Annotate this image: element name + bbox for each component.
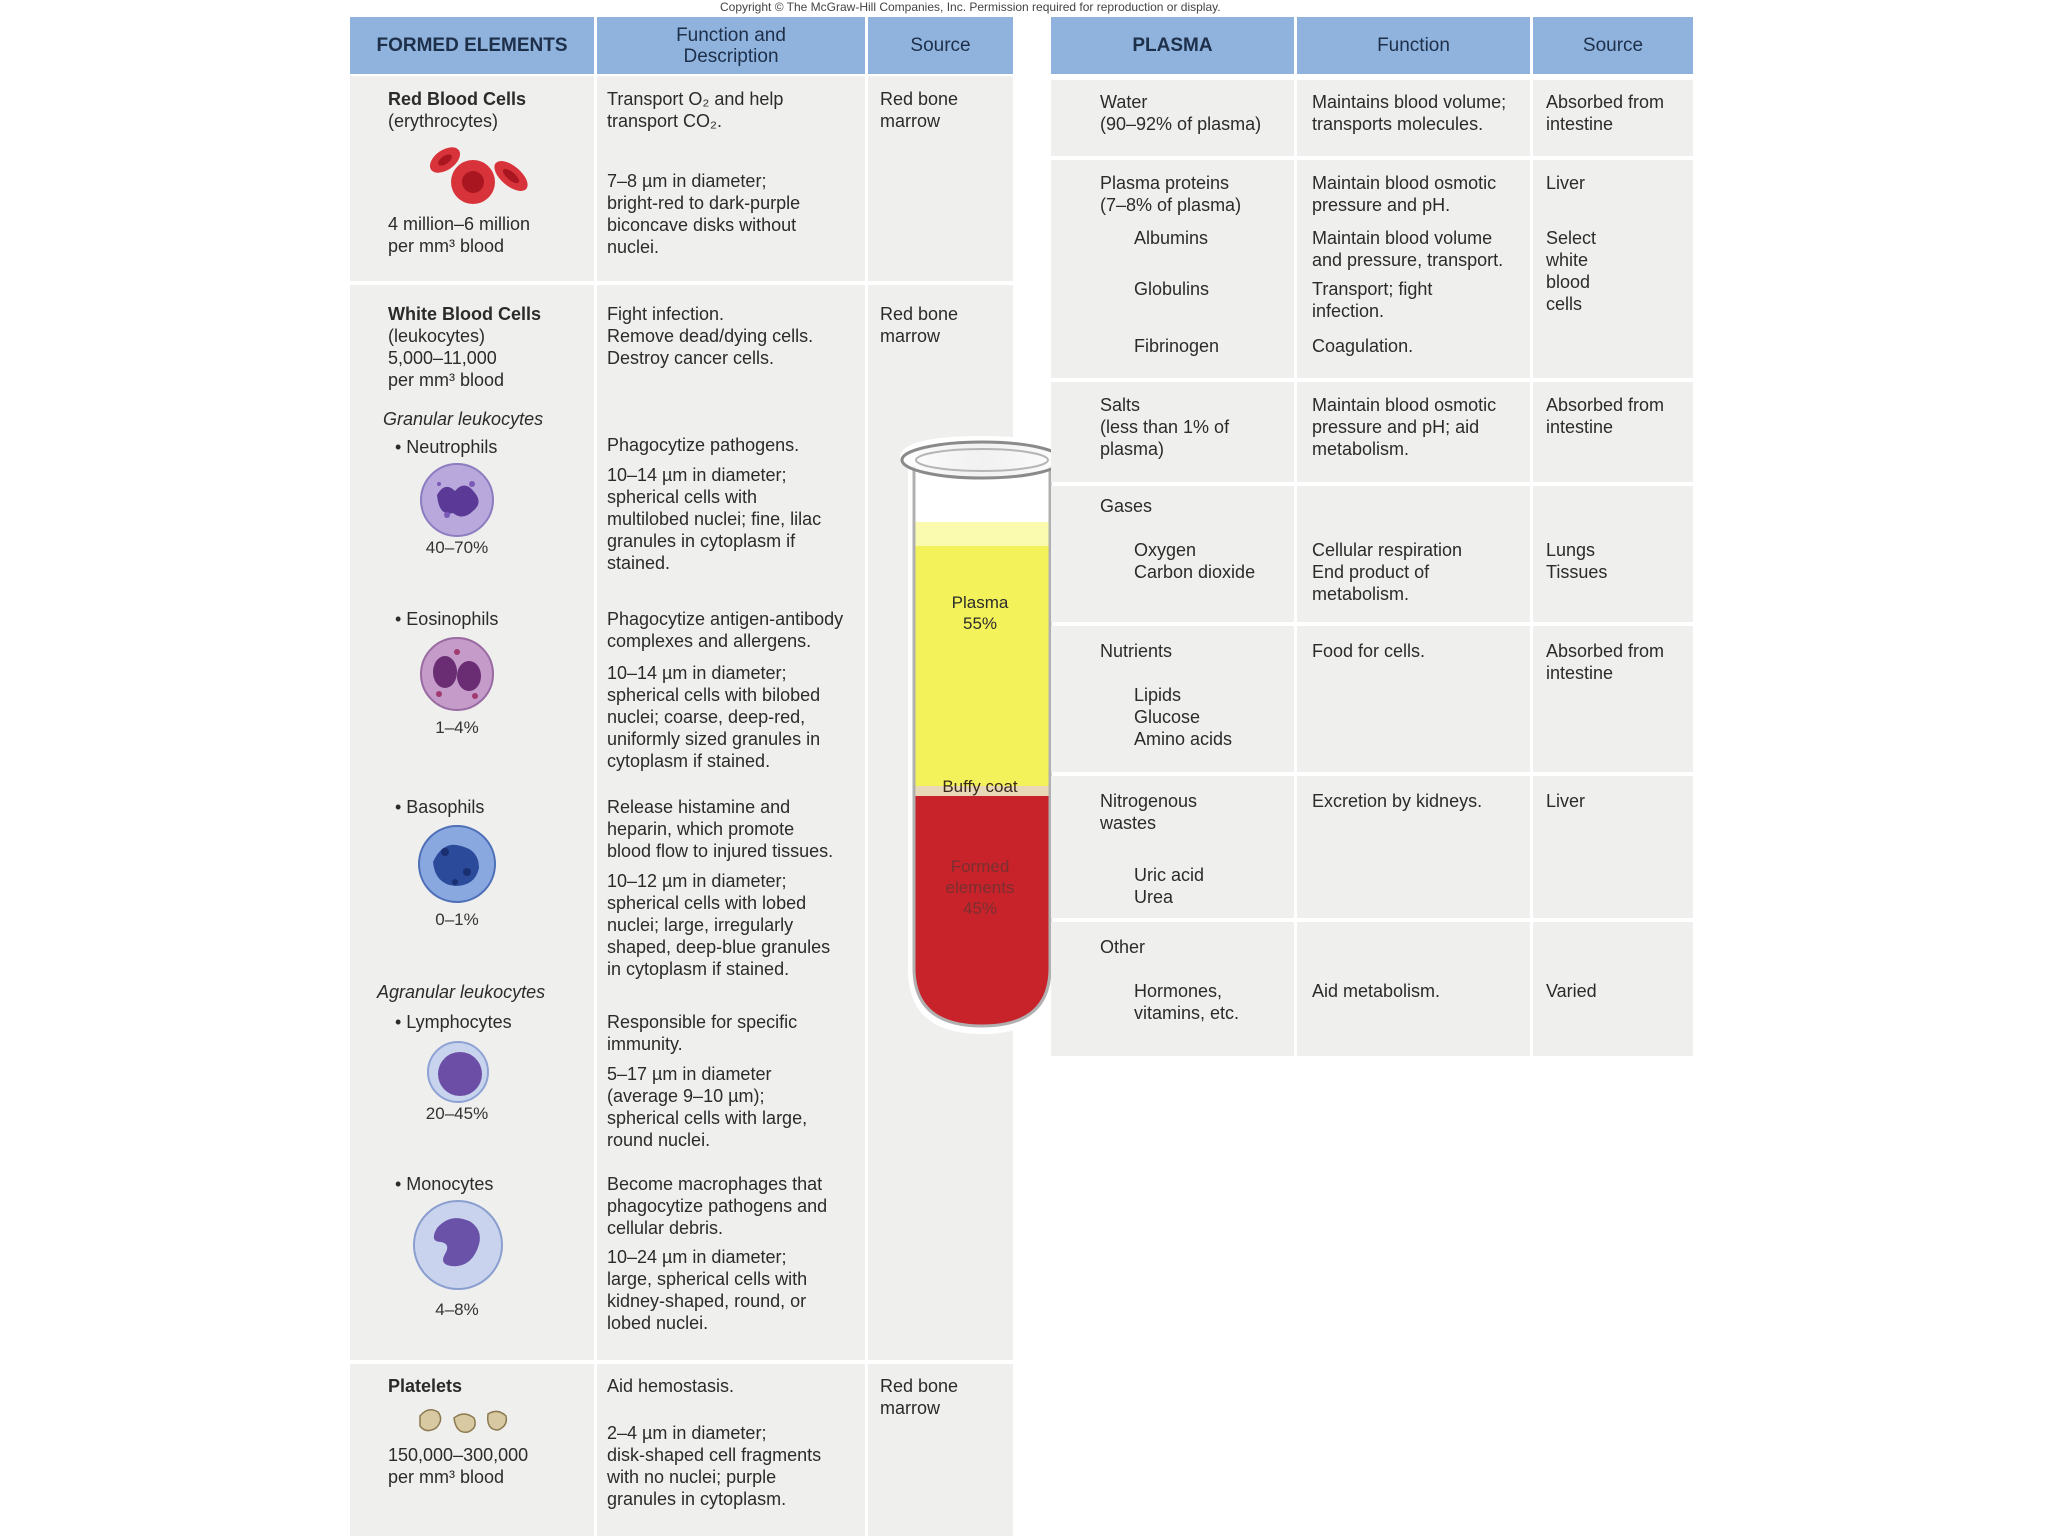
eosinophils-name: • Eosinophils (395, 609, 499, 629)
proteins-function: Maintain blood osmotic pressure and pH. (1312, 173, 1497, 215)
monocytes-percent: 4–8% (435, 1300, 479, 1319)
neutrophil-icon (417, 460, 497, 540)
neutrophils-percent: 40–70% (425, 538, 489, 557)
basophil-icon (415, 822, 499, 906)
tube-plasma-label: Plasma 55% (951, 593, 1009, 633)
header-source: Source (868, 17, 1013, 74)
platelets-source: Red bone marrow (880, 1376, 959, 1418)
wastes-items: Uric acid Urea (1134, 865, 1205, 907)
lymphocytes-name: • Lymphocytes (395, 1012, 512, 1032)
wbc-function: Fight infection. Remove dead/dying cells. Destroy cancer cells. (607, 304, 814, 368)
nutrients-name: Nutrients (1100, 641, 1173, 661)
gases-function: Cellular respiration End product of metabolism. (1312, 540, 1463, 604)
water-source: Absorbed from intestine (1546, 92, 1665, 134)
lymphocytes-description: 5–17 µm in diameter (average 9–10 µm); spherical cells with large, round nuclei. (607, 1064, 808, 1150)
tube-buffy-coat-label: Buffy coat (942, 777, 1018, 796)
fibrinogen-name: Fibrinogen (1134, 336, 1220, 356)
granular-leukocytes-label: Granular leukocytes (383, 409, 544, 429)
monocyte-icon (411, 1198, 505, 1292)
wbc-name: White Blood Cells (388, 304, 541, 324)
eosinophils-function: Phagocytize antigen-antibody complexes and allergens. (607, 609, 844, 651)
eosinophils-description: 10–14 µm in diameter; spherical cells with bilobed nuclei; coarse, deep-red, uniformly sized granules in cytoplasm if stained. (607, 663, 821, 771)
platelets-description: 2–4 µm in diameter; disk-shaped cell fragments with no nuclei; purple granules in cytoplasm. (607, 1423, 822, 1509)
basophils-function: Release histamine and heparin, which promote blood flow to injured tissues. (607, 797, 834, 861)
platelets-function: Aid hemostasis. (607, 1376, 735, 1396)
neutrophils-description: 10–14 µm in diameter; spherical cells with multilobed nuclei; fine, lilac granules in cytoplasm if stained. (607, 465, 822, 573)
rbc-name: Red Blood Cells (388, 89, 527, 109)
platelets-count: 150,000–300,000 per mm³ blood (388, 1445, 529, 1487)
red-blood-cells-icon (415, 138, 535, 210)
rbc-count: 4 million–6 million per mm³ blood (388, 214, 531, 256)
lymphocyte-icon (426, 1040, 490, 1104)
monocytes-name: • Monocytes (395, 1174, 494, 1194)
header-plasma-function: Function (1297, 17, 1530, 74)
header-plasma-source: Source (1533, 17, 1693, 74)
basophils-percent: 0–1% (435, 910, 479, 929)
gases-source: Lungs Tissues (1546, 540, 1608, 582)
albumins-function: Maintain blood volume and pressure, transport. (1312, 228, 1504, 270)
other-items: Hormones, vitamins, etc. (1134, 981, 1240, 1023)
other-name: Other (1100, 937, 1146, 957)
fibrinogen-function: Coagulation. (1312, 336, 1414, 356)
eosinophil-icon (417, 634, 497, 714)
rbc-alt-name: (erythrocytes) (388, 111, 499, 131)
rbc-description: 7–8 µm in diameter; bright-red to dark-purple biconcave disks without nuclei. (607, 171, 801, 257)
copyright-notice: Copyright © The McGraw-Hill Companies, Inc. Permission required for reproduction or display. (720, 0, 1221, 14)
header-formed-elements: FORMED ELEMENTS (350, 17, 594, 74)
gases-items: Oxygen Carbon dioxide (1134, 540, 1256, 582)
nutrients-function: Food for cells. (1312, 641, 1426, 661)
proteins-source: Liver (1546, 173, 1586, 193)
tube-formed-elements-label: Formed elements 45% (945, 857, 1015, 918)
other-source: Varied (1546, 981, 1597, 1001)
basophils-name: • Basophils (395, 797, 485, 817)
nutrients-source: Absorbed from intestine (1546, 641, 1665, 683)
water-function: Maintains blood volume; transports molecules. (1312, 92, 1507, 134)
neutrophils-function: Phagocytize pathogens. (607, 435, 800, 455)
globulins-function: Transport; fight infection. (1312, 279, 1433, 321)
wastes-name: Nitrogenous wastes (1100, 791, 1198, 833)
lymphocytes-percent: 20–45% (425, 1104, 489, 1123)
gases-name: Gases (1100, 496, 1153, 516)
wastes-source: Liver (1546, 791, 1586, 811)
salts-function: Maintain blood osmotic pressure and pH; aid metabolism. (1312, 395, 1497, 459)
monocytes-function: Become macrophages that phagocytize pathogens and cellular debris. (607, 1174, 828, 1238)
platelets-icon (416, 1404, 516, 1438)
monocytes-description: 10–24 µm in diameter; large, spherical cells with kidney-shaped, round, or lobed nuclei. (607, 1247, 808, 1333)
basophils-description: 10–12 µm in diameter; spherical cells with lobed nuclei; large, irregularly shaped, deep-blue granules in cytoplasm if stained. (607, 871, 831, 979)
water-name: Water (90–92% of plasma) (1100, 92, 1262, 134)
wastes-function: Excretion by kidneys. (1312, 791, 1483, 811)
wbc-source: Red bone marrow (880, 304, 959, 346)
header-function-description: Function and Description (597, 17, 865, 74)
header-plasma: PLASMA (1051, 17, 1294, 74)
select-wbc-source: Select white blood cells (1546, 228, 1597, 314)
platelets-name: Platelets (388, 1376, 463, 1396)
globulins-name: Globulins (1134, 279, 1210, 299)
neutrophils-name: • Neutrophils (395, 437, 498, 457)
lymphocytes-function: Responsible for specific immunity. (607, 1012, 798, 1054)
salts-name: Salts (less than 1% of plasma) (1100, 395, 1230, 459)
rbc-function: Transport O₂ and help transport CO₂. (607, 89, 784, 131)
nutrients-items: Lipids Glucose Amino acids (1134, 685, 1233, 749)
albumins-name: Albumins (1134, 228, 1209, 248)
proteins-name: Plasma proteins (7–8% of plasma) (1100, 173, 1242, 215)
rbc-source: Red bone marrow (880, 89, 959, 131)
blood-test-tube-icon (896, 430, 1068, 1040)
eosinophils-percent: 1–4% (435, 718, 479, 737)
other-function: Aid metabolism. (1312, 981, 1441, 1001)
wbc-detail: (leukocytes) 5,000–11,000 per mm³ blood (388, 326, 505, 390)
agranular-leukocytes-label: Agranular leukocytes (377, 982, 546, 1002)
salts-source: Absorbed from intestine (1546, 395, 1665, 437)
